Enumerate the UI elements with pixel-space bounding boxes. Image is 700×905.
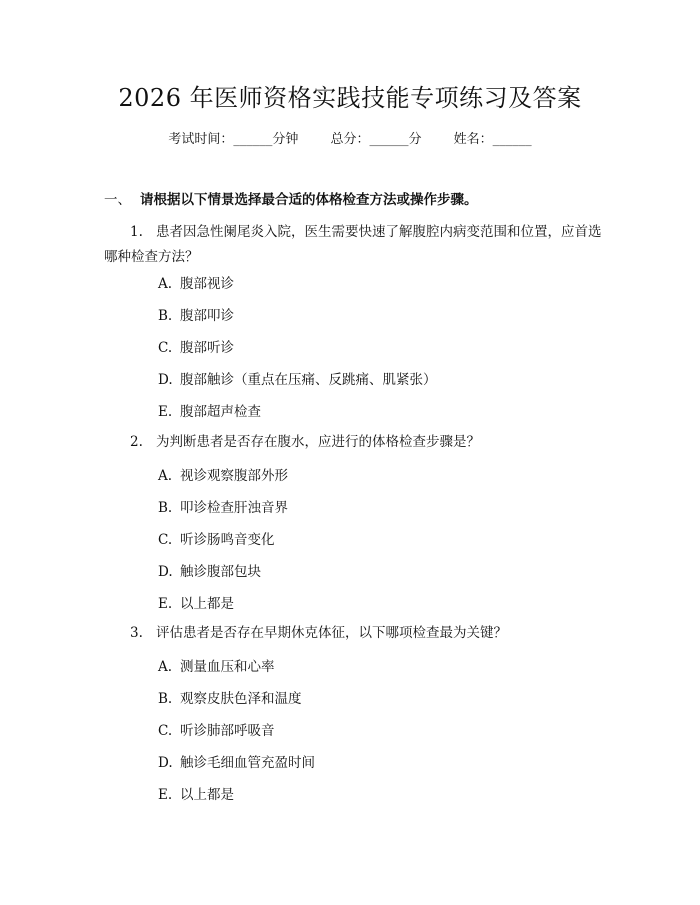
option-2c	[158, 530, 275, 550]
option-text: 腹部触诊（重点在压痛、反跳痛、肌紧张）	[180, 372, 437, 388]
option-letter: E.	[158, 596, 173, 612]
option-2b	[158, 498, 288, 518]
question-1	[104, 220, 604, 270]
option-text: 触诊腹部包块	[180, 564, 261, 580]
option-letter: C.	[158, 340, 173, 356]
option-letter: D.	[158, 564, 173, 580]
total-score-field: 总分：______分	[330, 132, 422, 147]
option-text: 听诊肠鸣音变化	[180, 532, 275, 548]
option-2d	[158, 562, 261, 582]
section-heading	[104, 190, 478, 210]
option-text: 测量血压和心率	[180, 659, 275, 675]
option-text: 触诊毛细血管充盈时间	[180, 755, 315, 771]
question-2	[104, 430, 604, 455]
option-text: 视诊观察腹部外形	[180, 468, 288, 484]
option-letter: B.	[158, 308, 173, 324]
option-text: 腹部叩诊	[180, 308, 234, 324]
option-letter: C.	[158, 532, 173, 548]
document-title: 2026 年医师资格实践技能专项练习及答案	[118, 84, 582, 112]
option-text: 以上都是	[180, 787, 234, 803]
option-text: 叩诊检查肝浊音界	[180, 500, 288, 516]
option-text: 听诊肺部呼吸音	[180, 723, 275, 739]
option-2e	[158, 594, 234, 614]
option-3a	[158, 657, 275, 677]
option-letter: B.	[158, 691, 173, 707]
option-letter: D.	[158, 372, 173, 388]
option-letter: B.	[158, 500, 173, 516]
option-2a	[158, 466, 288, 486]
option-letter: A.	[158, 659, 173, 675]
option-text: 腹部听诊	[180, 340, 234, 356]
section-instruction: 请根据以下情景选择最合适的体格检查方法或操作步骤。	[140, 192, 478, 208]
exam-time-field: 考试时间：______分钟	[168, 132, 299, 147]
option-letter: E.	[158, 787, 173, 803]
option-1d	[158, 370, 437, 390]
option-letter: C.	[158, 723, 173, 739]
option-1b	[158, 306, 234, 326]
student-name-field: 姓名：______	[453, 132, 532, 147]
option-text: 观察皮肤色泽和温度	[180, 691, 302, 707]
question-text: 患者因急性阑尾炎入院，医生需要快速了解腹腔内病变范围和位置，应首选哪种检查方法？	[104, 224, 602, 265]
option-3e	[158, 785, 234, 805]
question-number: 3.	[130, 625, 143, 641]
option-text: 以上都是	[180, 596, 234, 612]
option-text: 腹部超声检查	[180, 404, 261, 420]
question-text: 评估患者是否存在早期休克体征，以下哪项检查最为关键？	[156, 625, 507, 641]
option-1a	[158, 274, 234, 294]
option-3d	[158, 753, 315, 773]
question-number: 2.	[130, 434, 143, 450]
section-number: 一、	[104, 192, 131, 208]
question-text: 为判断患者是否存在腹水，应进行的体格检查步骤是？	[156, 434, 480, 450]
option-letter: E.	[158, 404, 173, 420]
option-text: 腹部视诊	[180, 276, 234, 292]
option-1c	[158, 338, 234, 358]
option-letter: D.	[158, 755, 173, 771]
option-letter: A.	[158, 468, 173, 484]
option-letter: A.	[158, 276, 173, 292]
option-1e	[158, 402, 261, 422]
question-3	[104, 621, 604, 646]
exam-meta-line	[0, 131, 700, 149]
option-3b	[158, 689, 302, 709]
option-3c	[158, 721, 275, 741]
question-number: 1.	[130, 224, 143, 240]
